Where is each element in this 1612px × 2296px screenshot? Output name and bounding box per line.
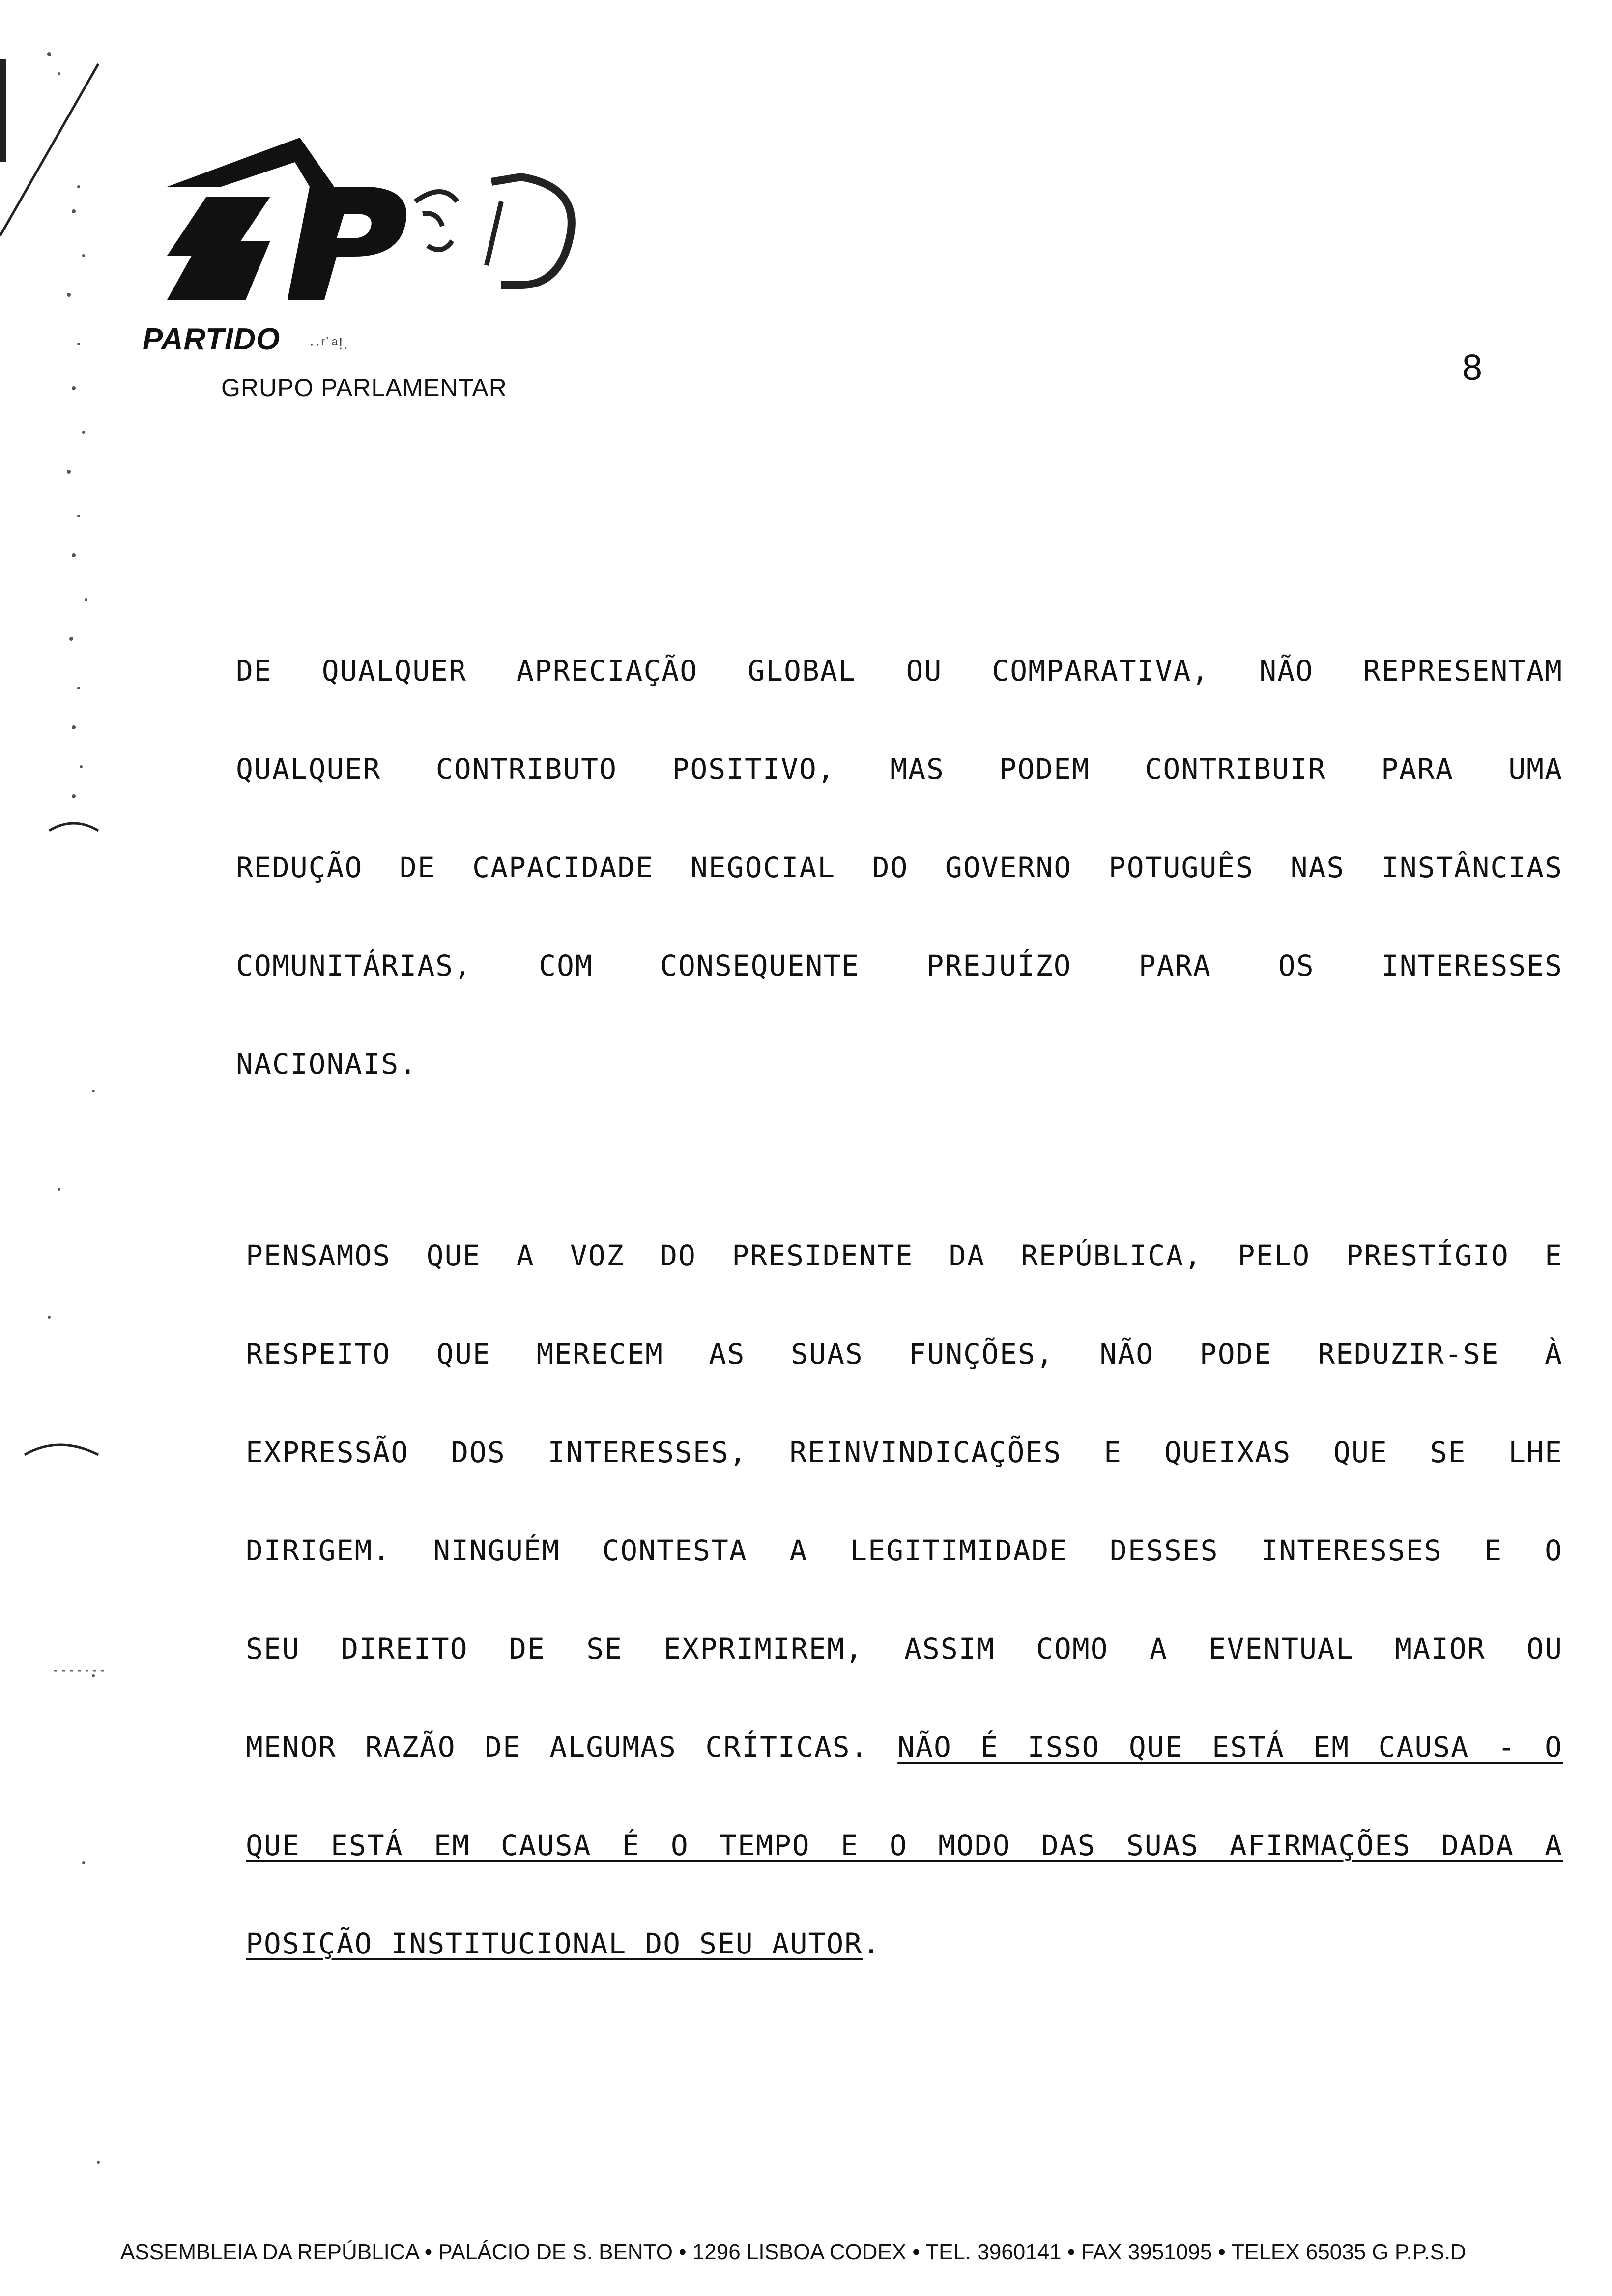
text-line: REDUÇÃO DE CAPACIDADE NEGOCIAL DO GOVERNO POTUGUÊS NAS INSTÂNCIAS bbox=[236, 851, 1563, 884]
text-line: QUALQUER CONTRIBUTO POSITIVO, MAS PODEM CONTRIBUIR PARA UMA bbox=[236, 752, 1563, 786]
plain-text: MENOR RAZÃO DE ALGUMAS CRÍTICAS. bbox=[246, 1730, 898, 1764]
scan-margin-noise bbox=[0, 0, 113, 2296]
body-text bbox=[236, 649, 1563, 2020]
text-line: DIRIGEM. NINGUÉM CONTESTA A LEGITIMIDADE DESSES INTERESSES E O bbox=[246, 1534, 1563, 1567]
logo-word-partido: PARTIDO ··ʳ˙ᵃ!. bbox=[143, 322, 349, 356]
underlined-text: NÃO É ISSO QUE ESTÁ EM CAUSA - O bbox=[897, 1730, 1563, 1764]
text-line-final bbox=[246, 1922, 1563, 2020]
page-number: 8 bbox=[1462, 347, 1483, 388]
text-line: SEU DIREITO DE SE EXPRIMIREM, ASSIM COMO A EVENTUAL MAIOR OU bbox=[246, 1632, 1563, 1665]
paragraph-1 bbox=[236, 649, 1563, 1140]
text-line: RESPEITO QUE MERECEM AS SUAS FUNÇÕES, NÃO PODE REDUZIR-SE À bbox=[246, 1337, 1563, 1371]
logo-word-remnant: ··ʳ˙ᵃ!. bbox=[309, 335, 349, 353]
underlined-text: POSIÇÃO INSTITUCIONAL DO SEU AUTOR bbox=[246, 1927, 863, 1960]
text-line: COMUNITÁRIAS, COM CONSEQUENTE PREJUÍZO PARA OS INTERESSES bbox=[236, 949, 1563, 982]
underlined-text-line: QUE ESTÁ EM CAUSA É O TEMPO E O MODO DAS SUAS AFIRMAÇÕES DADA A bbox=[246, 1829, 1563, 1862]
text-line: EXPRESSÃO DOS INTERESSES, REINVINDICAÇÕES E QUEIXAS QUE SE LHE bbox=[246, 1435, 1563, 1469]
psd-logo-mark-icon bbox=[147, 128, 619, 334]
plain-text: . bbox=[863, 1927, 881, 1960]
grupo-parlamentar-label: GRUPO PARLAMENTAR bbox=[221, 374, 507, 402]
text-line-mixed bbox=[246, 1725, 1563, 1823]
text-line: NACIONAIS. bbox=[236, 1047, 418, 1081]
text-line: PENSAMOS QUE A VOZ DO PRESIDENTE DA REPÚBLICA, PELO PRESTÍGIO E bbox=[246, 1239, 1563, 1272]
text-line: DE QUALQUER APRECIAÇÃO GLOBAL OU COMPARATIVA, NÃO REPRESENTAM bbox=[236, 654, 1563, 688]
paragraph-2 bbox=[236, 1234, 1563, 2020]
psd-logo bbox=[147, 128, 619, 334]
footer-address: ASSEMBLEIA DA REPÚBLICA • PALÁCIO DE S. BENTO • 1296 LISBOA CODEX • TEL. 3960141 • FAX 3951095 • TELEX 65035 G P.P.S.D bbox=[120, 2240, 1467, 2264]
